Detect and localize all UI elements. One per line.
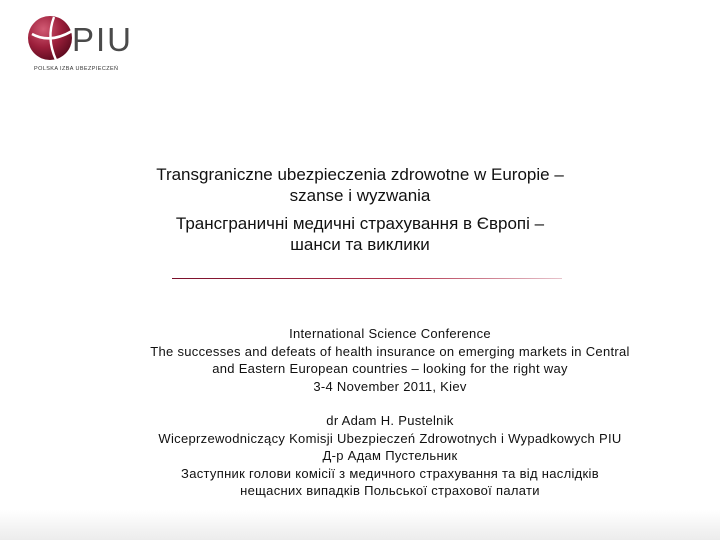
conference-info bbox=[80, 325, 700, 500]
title-ukrainian-line-1: Трансграничні медичні страхування в Європі – bbox=[175, 214, 545, 233]
presentation-title bbox=[80, 164, 640, 255]
footer-band bbox=[0, 510, 720, 540]
conference-topic-line-1: The successes and defeats of health insurance on emerging markets in Central bbox=[150, 343, 630, 359]
speaker-role-ukrainian-line-1: Заступник голови комісії з медичного страхування та від наслідків bbox=[181, 465, 599, 481]
conference-name: International Science Conference bbox=[289, 326, 491, 341]
speaker-role-polish: Wiceprzewodniczący Komisji Ubezpieczeń Zdrowotnych i Wypadkowych PIU bbox=[158, 430, 622, 446]
globe-icon bbox=[26, 14, 76, 64]
speaker-name-ukrainian: Д-р Адам Пустельник bbox=[322, 448, 458, 463]
title-polish-line-1: Transgraniczne ubezpieczenia zdrowotne w Europie – bbox=[156, 165, 564, 184]
piu-logo bbox=[22, 14, 172, 76]
logo-tagline: POLSKA IZBA UBEZPIECZEŃ bbox=[34, 66, 119, 72]
logo-wordmark: PIU bbox=[72, 21, 134, 58]
conference-topic-line-2: and Eastern European countries – looking for the right way bbox=[212, 361, 568, 376]
speaker-name-polish: dr Adam H. Pustelnik bbox=[326, 413, 454, 428]
title-polish-line-2: szanse i wyzwania bbox=[289, 186, 431, 205]
title-divider bbox=[172, 278, 562, 279]
title-ukrainian-line-2: шанси та виклики bbox=[290, 235, 430, 254]
conference-date-place: 3-4 November 2011, Kiev bbox=[313, 378, 467, 394]
speaker-role-ukrainian-line-2: нещасних випадків Польської страхової палати bbox=[240, 483, 540, 498]
